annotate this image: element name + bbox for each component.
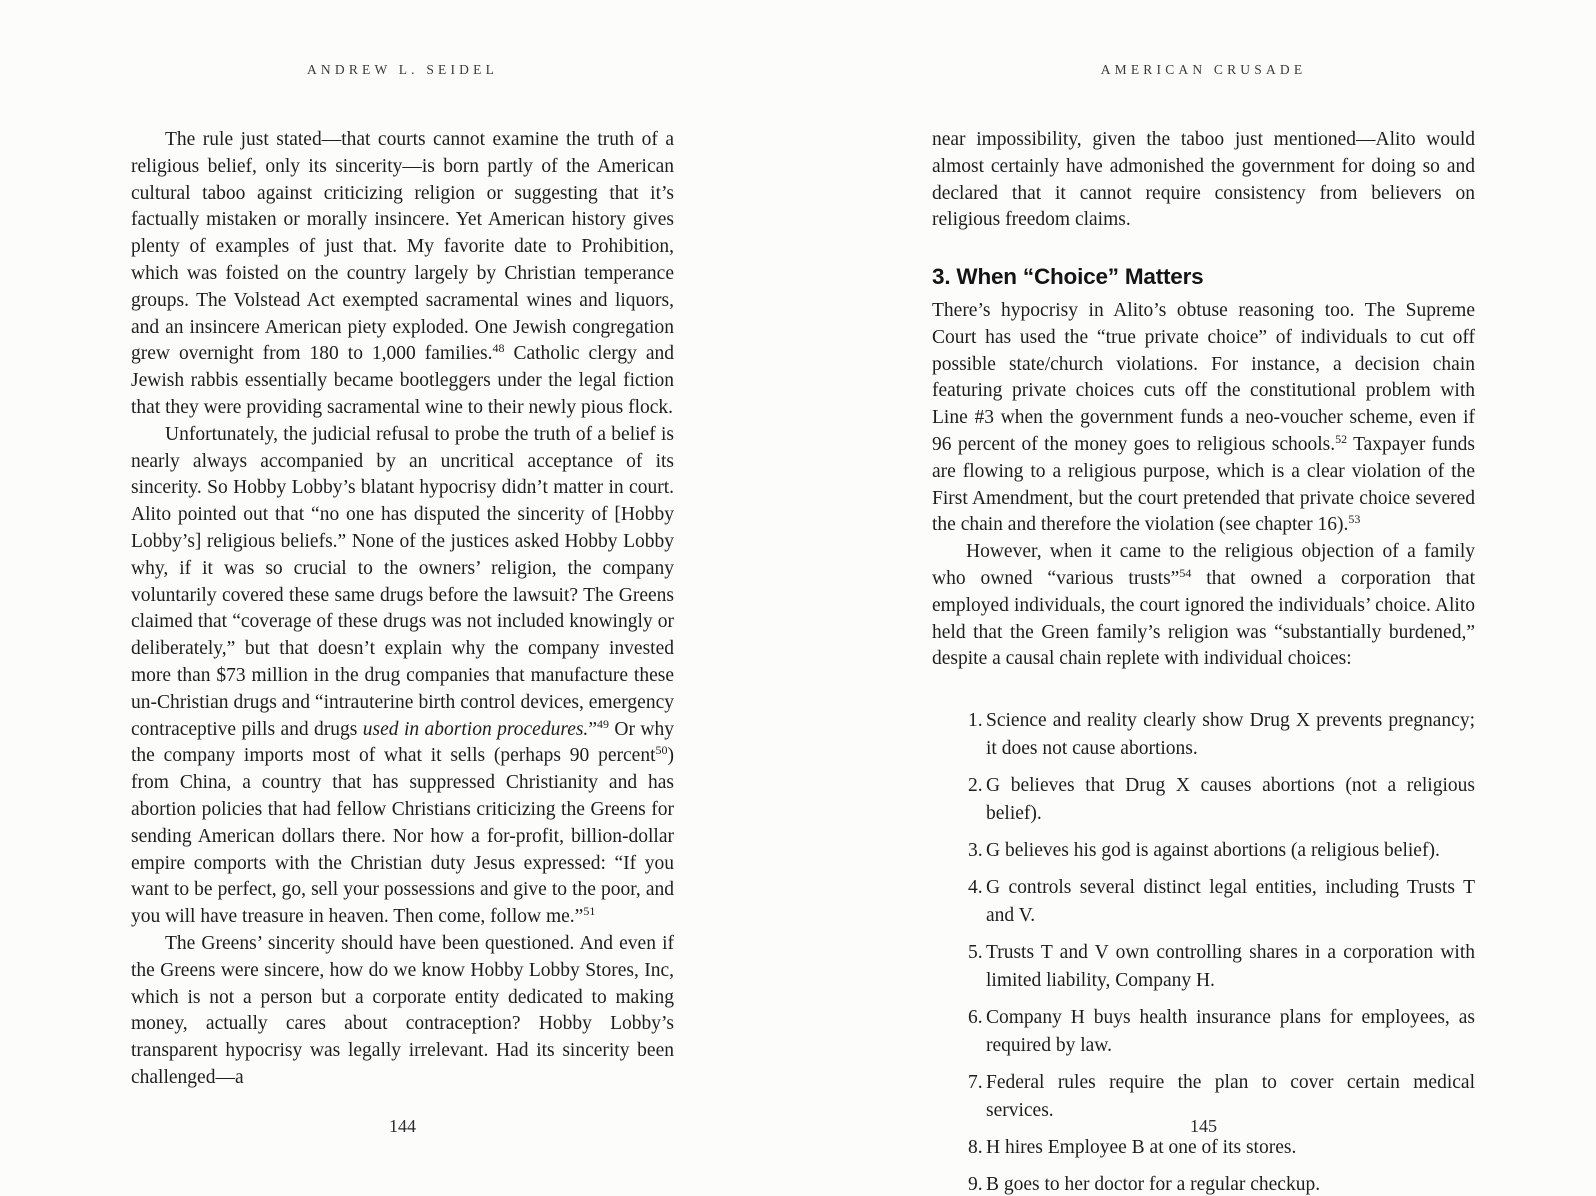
list-item — [968, 874, 1475, 930]
paragraph — [131, 127, 674, 422]
paragraph — [932, 127, 1475, 234]
list-item-number: 9. — [968, 1174, 983, 1196]
running-header-left: ANDREW L. SEIDEL — [306, 62, 499, 77]
page-right — [932, 0, 1475, 1196]
list-item-text: G believes that Drug X causes abortions (not a religious belief). — [986, 775, 1475, 825]
list-item-text: B goes to her doctor for a regular checkup. — [986, 1174, 1321, 1196]
footnote-reference: 50 — [655, 743, 668, 758]
list-item — [968, 772, 1475, 828]
footnote-reference: 49 — [596, 716, 609, 731]
footnote-reference: 48 — [492, 341, 505, 356]
list-item — [968, 1004, 1475, 1060]
list-item-number: 3. — [968, 840, 983, 862]
page-body-left — [131, 127, 674, 1092]
list-item — [968, 1171, 1475, 1196]
running-header-right: AMERICAN CRUSADE — [1100, 62, 1307, 77]
text-run: Or why the company imports most of what it sells (perhaps 90 percent — [131, 718, 674, 767]
paragraph — [131, 931, 674, 1092]
list-item — [968, 1134, 1475, 1162]
text-run: The rule just stated—that courts cannot examine the truth of a religious belief, only its sincerity—is born partly of the American cultural taboo against criticizing religion or suggesting that it’s factually mistaken or morally insincere. Yet American history gives plenty of examples of just that. My favorite date to Prohibition, which was foisted on the country largely by Christian temperance groups. The Volstead Act exempted sacramental wines and liquors, and an insincere American piety exploded. One Jewish congregation grew overnight from 180 to 1,000 families. — [131, 129, 674, 365]
footnote-reference: 51 — [583, 904, 596, 919]
footnote-reference: 54 — [1179, 565, 1192, 580]
list-item — [968, 707, 1475, 763]
text-run: However, when it came to the religious objection of a family who owned “various trusts” — [932, 541, 1475, 589]
text-run: Catholic clergy and Jewish rabbis essentially became bootleggers under the legal fiction that they were providing sacramental wine to their newly pious flock. — [131, 343, 674, 418]
list-item-number: 1. — [968, 710, 983, 732]
list-item — [968, 939, 1475, 995]
page-body-right — [932, 127, 1475, 1196]
list-item-text: Trusts T and V own controlling shares in a corporation with limited liability, Company H. — [986, 942, 1475, 992]
page-number-right: 145 — [1190, 1116, 1217, 1136]
page-left — [131, 0, 674, 1196]
footnote-reference: 53 — [1348, 512, 1361, 527]
list-item-text: H hires Employee B at one of its stores. — [986, 1137, 1297, 1159]
list-item — [968, 837, 1475, 865]
paragraph — [131, 422, 674, 931]
list-item-number: 4. — [968, 877, 983, 899]
italic-text-run: used in abortion procedures. — [362, 718, 589, 740]
footnote-reference: 52 — [1335, 431, 1348, 446]
list-item-text: Federal rules require the plan to cover certain medical services. — [986, 1072, 1475, 1122]
paragraph — [932, 539, 1475, 673]
text-run: ” — [588, 718, 597, 740]
text-run: There’s hypocrisy in Alito’s obtuse reasoning too. The Supreme Court has used the “true private choice” of individuals to cut off possible state/church violations. For instance, a decision chain featuring private choices cuts off the constitutional problem with Line #3 when the government funds a neo-voucher scheme, even if 96 percent of the money goes to religious schools. — [932, 299, 1475, 455]
text-run: that owned a corporation that employed individuals, the court ignored the individuals’ choice. Alito held that the Green family’s religion was “substantially burdened,” despite a causal chain replete with individual choices: — [932, 567, 1475, 670]
list-item-text: Company H buys health insurance plans for employees, as required by law. — [986, 1007, 1475, 1057]
list-item-number: 5. — [968, 942, 983, 964]
list-item-number: 2. — [968, 775, 983, 797]
list-item-text: G believes his god is against abortions (a religious belief). — [986, 840, 1440, 862]
text-run: Taxpayer funds are flowing to a religious purpose, which is a clear violation of the First Amendment, but the court pretended that private choice severed the chain and therefore the violation (see chapter 16). — [932, 433, 1475, 536]
list-item-text: Science and reality clearly show Drug X prevents pregnancy; it does not cause abortions. — [986, 710, 1475, 760]
page-number-left: 144 — [389, 1116, 416, 1136]
list-item-number: 7. — [968, 1072, 983, 1094]
text-run: The Greens’ sincerity should have been questioned. And even if the Greens were sincere, how do we know Hobby Lobby Stores, Inc, which is not a person but a corporate entity dedicated to making money, actually cares about contraception? Hobby Lobby’s transparent hypocrisy was legally irrelevant. Had its sincerity been challenged—a — [131, 932, 674, 1088]
text-run: Unfortunately, the judicial refusal to probe the truth of a belief is nearly always accompanied by an uncritical acceptance of its sincerity. So Hobby Lobby’s blatant hypocrisy didn’t matter in court. Alito pointed out that “no one has disputed the sincerity of [Hobby Lobby’s] religious beliefs.” None of the justices asked Hobby Lobby why, if it was so crucial to the owners’ religion, the company voluntarily covered these same drugs before the lawsuit? The Greens claimed that “coverage of these drugs was not included knowingly or deliberately,” but that doesn’t explain why the company invested more than $73 million in the drug companies that manufacture these un-Christian drugs and “intrauterine birth control devices, emergency contraceptive pills and drugs — [131, 423, 674, 740]
text-run: near impossibility, given the taboo just mentioned—Alito would almost certainly have admonished the government for doing so and declared that it cannot require consistency from believers on religious freedom claims. — [932, 129, 1475, 231]
paragraph — [932, 298, 1475, 539]
list-item-number: 8. — [968, 1137, 983, 1159]
list-item-number: 6. — [968, 1007, 983, 1029]
section-heading: 3. When “Choice” Matters — [932, 264, 1204, 290]
text-run: ) from China, a country that has suppressed Christianity and has abortion policies that had fellow Christians criticizing the Greens for sending American dollars there. Nor how a for-profit, billion-dollar empire comports with the Christian duty Jesus expressed: “If you want to be perfect, go, sell your possessions and give to the poor, and you will have treasure in heaven. Then come, follow me.” — [131, 745, 674, 928]
list-item-text: G controls several distinct legal entities, including Trusts T and V. — [986, 877, 1475, 927]
